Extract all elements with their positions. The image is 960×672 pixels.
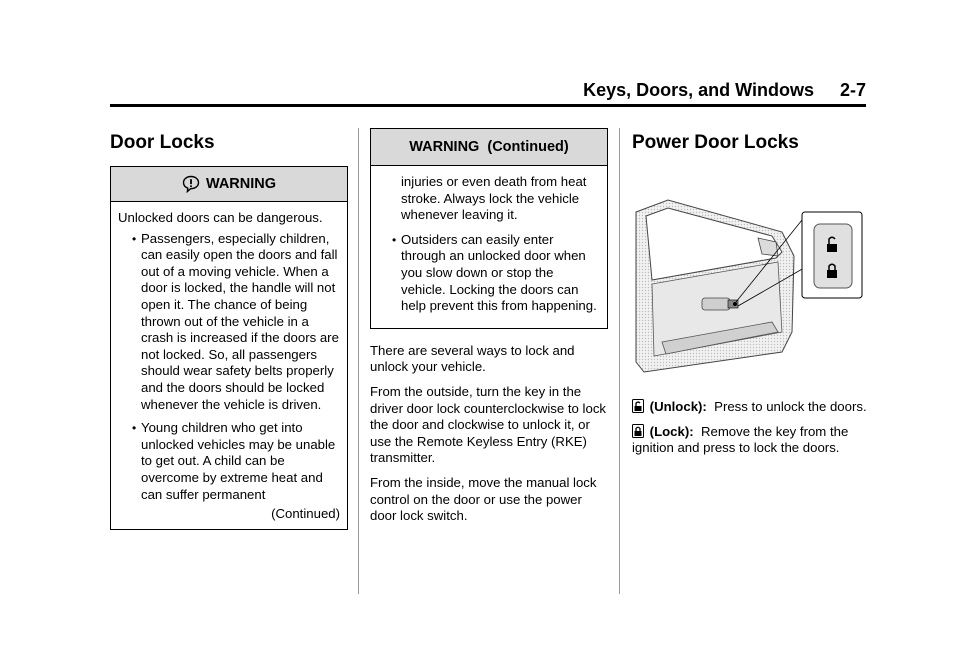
header-section-title: Keys, Doors, and Windows: [583, 80, 814, 100]
section-heading-power-door-locks: Power Door Locks: [632, 132, 799, 153]
paragraph: From the outside, turn the key in the driver door lock counterclockwise to lock the door and clockwise to unlock it, or use the Remote Keyless Entry (RKE) transmitter.: [370, 383, 607, 466]
warning-header: [371, 129, 607, 166]
warning-box: [110, 166, 348, 530]
warning-title: WARNING: [205, 176, 277, 192]
continued-note: (Continued): [271, 506, 340, 522]
warning-title-continued: WARNING (Continued): [409, 139, 569, 155]
warning-intro: Unlocked doors can be dangerous.: [118, 210, 323, 225]
column-divider: [619, 128, 620, 594]
warning-bullet: • Outsiders can easily enter through an unlocked door when you slow down or stop the vehicle. Locking the doors can help prevent this from happening.: [392, 232, 600, 315]
warning-header: [111, 167, 347, 202]
warning-body: [111, 202, 347, 529]
warning-bullet: • Young children who get into unlocked vehicles may be unable to get out. A child can be overcome by extreme heat and can suffer permanent: [132, 420, 340, 503]
warning-continued-text: injuries or even death from heat stroke. Always lock the vehicle whenever leaving it.: [401, 174, 587, 223]
unlock-description: [632, 399, 868, 416]
lock-text: Remove the key from the ignition and press to lock the doors.: [632, 423, 849, 456]
warning-box-continued: [370, 128, 608, 329]
lock-icon: [632, 424, 644, 438]
section-heading-door-locks: Door Locks: [110, 132, 215, 153]
unlock-text: Press to unlock the doors.: [714, 399, 867, 414]
lock-description: [632, 424, 868, 457]
paragraph: There are several ways to lock and unlock your vehicle.: [370, 342, 575, 375]
warning-bullet: • Passengers, especially children, can easily open the doors and fall out of a moving vehicle. When a door is locked, the handle will not open it. The chance of being thrown out of the vehicle in a crash is increased if the doors are not locked. So, all passengers should wear safety belts properly and the doors should be locked whenever the vehicle is driven.: [132, 231, 340, 414]
page-header: [110, 80, 866, 107]
door-lock-switch-illustration: [632, 172, 864, 380]
page-number: 2-7: [839, 80, 866, 100]
body-text: [632, 399, 868, 457]
column-1: [110, 128, 348, 530]
unlock-label: (Unlock):: [649, 399, 707, 414]
column-3: [632, 128, 868, 465]
column-2: [370, 128, 608, 533]
column-divider: [358, 128, 359, 594]
paragraph: From the inside, move the manual lock control on the door or use the power door lock switch.: [370, 474, 597, 524]
lock-label: (Lock):: [649, 423, 694, 439]
warning-body: [371, 166, 607, 328]
warning-bullet-list: [378, 232, 600, 315]
body-text: [370, 343, 608, 525]
unlock-icon: [632, 399, 644, 413]
warning-icon: [182, 175, 200, 193]
warning-bullet-list: [118, 231, 340, 504]
